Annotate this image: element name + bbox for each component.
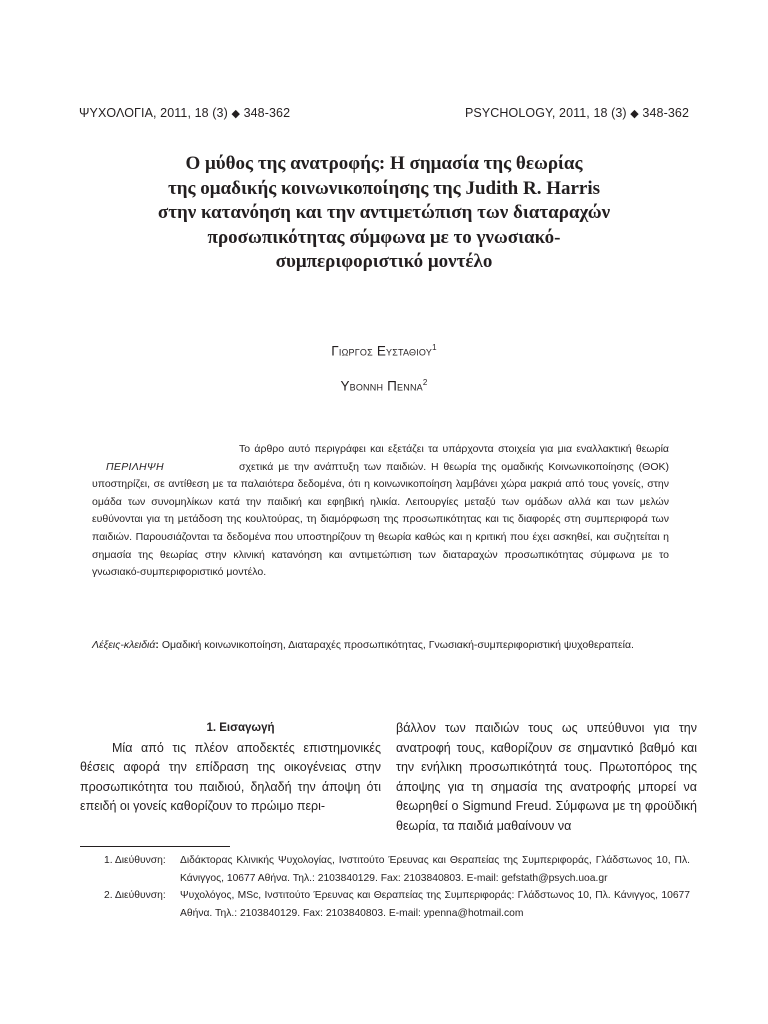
- abstract: [92, 441, 669, 582]
- running-header-english: [465, 106, 689, 120]
- keywords: Λέξεις-κλειδιά: Ομαδική κοινωνικοποίηση, Διαταραχές προσωπικότητας, Γνωσιακή-συμπεριφοριστική ψυχοθεραπεία.: [92, 639, 634, 651]
- keywords-label: Λέξεις-κλειδιά: [92, 639, 156, 651]
- header-journal-greek: ΨΥΧΟΛΟΓΙΑ, 2011, 18 (3): [79, 106, 228, 120]
- article-title: [70, 152, 698, 275]
- title-line: Ο μύθος της ανατροφής: Η σημασία της θεωρίας: [185, 153, 583, 174]
- author-1: [0, 343, 768, 359]
- footnotes: [104, 852, 690, 922]
- footnote-2: [104, 887, 690, 922]
- footnote-text: Διδάκτορας Κλινικής Ψυχολογίας, Ινστιτούτο Έρευνας και Θεραπείας της Συμπεριφοράς, Γλάδστωνος 10, Πλ. Κάνιγγος, 10677 Αθήνα. Τηλ.: 2103840129. Fax: 2103840803. E-mail: gefstath@psych.uoa.gr: [180, 855, 690, 884]
- body-column-left: [80, 719, 381, 817]
- body-paragraph: Μία από τις πλέον αποδεκτές επιστημονικές θέσεις αφορά την επίδραση της οικογένειας στην προσωπικότητα του παιδιού, δηλαδή την άποψη ότι επειδή οι γονείς καθορίζουν το πρώιμο περι-: [80, 740, 381, 814]
- title-line: στην κατανόηση και την αντιμετώπιση των διαταραχών: [157, 202, 611, 223]
- diamond-icon: ◆: [630, 108, 639, 120]
- section-heading: 1. Εισαγωγή: [206, 722, 275, 734]
- footnote-divider: [80, 846, 230, 847]
- header-journal-english: PSYCHOLOGY, 2011, 18 (3): [464, 106, 627, 120]
- keywords-text: Ομαδική κοινωνικοποίηση, Διαταραχές προσωπικότητας, Γνωσιακή-συμπεριφοριστική ψυχοθεραπεία.: [161, 639, 634, 651]
- header-pages-english: 348-362: [642, 106, 689, 120]
- footnote-1: [104, 852, 690, 887]
- author-affiliation-mark: 1: [432, 343, 437, 352]
- author-2: [0, 378, 768, 394]
- abstract-label: ΠΕΡΙΛΗΨΗ: [106, 460, 164, 473]
- body-column-right: [396, 719, 697, 837]
- author-name: Υβοννη Πεννα: [340, 378, 423, 394]
- title-line: συμπεριφοριστικό μοντέλο: [275, 251, 493, 272]
- running-header-greek: [79, 106, 290, 120]
- abstract-text: Το άρθρο αυτό περιγράφει και εξετάζει τα υπάρχοντα στοιχεία για μια εναλλακτική θεωρία σχετικά με την ανάπτυξη των παιδιών. Η θεωρία της ομαδικής Κοινωνικοποίησης (ΘΟΚ) υποστηρίζει, σε αντίθεση με τα παλαιότερα δεδομένα, ότι η κοινωνικοποίηση λαμβάνει χώρα μακριά από τους γονείς, στην ομάδα των συνομηλίκων κατά την παιδική και εφηβική ηλικία. Λειτουργίες μεταξύ των ομάδων αλλά και των μελών ευθύνονται για τη μετάδοση της κουλτούρας, τη διαμόρφωση της προσωπικότητας και τις διαφορές στη συμπεριφορά των παιδιών. Παρουσιάζονται τα δεδομένα που υποστηρίζουν τη θεωρία καθώς και η κριτική που έχει ασκηθεί, και συζητείται η σημασία της θεωρίας στην κλινική κατανόηση και αντιμετώπιση των διαταραχών προσωπικότητας σύμφωνα με το γνωσιακό-συμπεριφοριστικό μοντέλο.: [92, 443, 669, 579]
- footnote-number: 2. Διεύθυνση:: [104, 890, 166, 901]
- header-pages-greek: 348-362: [243, 106, 291, 120]
- body-paragraph: βάλλον των παιδιών τους ως υπεύθυνοι για την ανατροφή τους, καθορίζουν σε σημαντικό βαθμό και την ενήλικη προσωπικότητά τους. Πρωτοπόρος της άποψης για τη σημασία της ανατροφής μπορεί να θεωρηθεί ο Sigmund Freud. Σύμφωνα με τη φροϋδική θεωρία, τα παιδιά μαθαίνουν να: [396, 721, 697, 833]
- footnote-text: Ψυχολόγος, MSc, Ινστιτούτο Έρευνας και Θεραπείας της Συμπεριφοράς: Γλάδστωνος 10, Πλ. Κάνιγγος, 10677 Αθήνα. Τηλ.: 2103840129. Fax: 2103840803. E-mail: ypenna@hotmail.com: [180, 890, 690, 919]
- title-line: της ομαδικής κοινωνικοποίησης της Judith R. Harris: [167, 177, 601, 199]
- author-name: Γιωργος Ευσταθιου: [331, 343, 433, 359]
- title-line: προσωπικότητας σύμφωνα με το γνωσιακό-: [207, 226, 561, 248]
- diamond-icon: ◆: [231, 108, 240, 120]
- footnote-number: 1. Διεύθυνση:: [104, 855, 166, 866]
- author-affiliation-mark: 2: [422, 378, 428, 387]
